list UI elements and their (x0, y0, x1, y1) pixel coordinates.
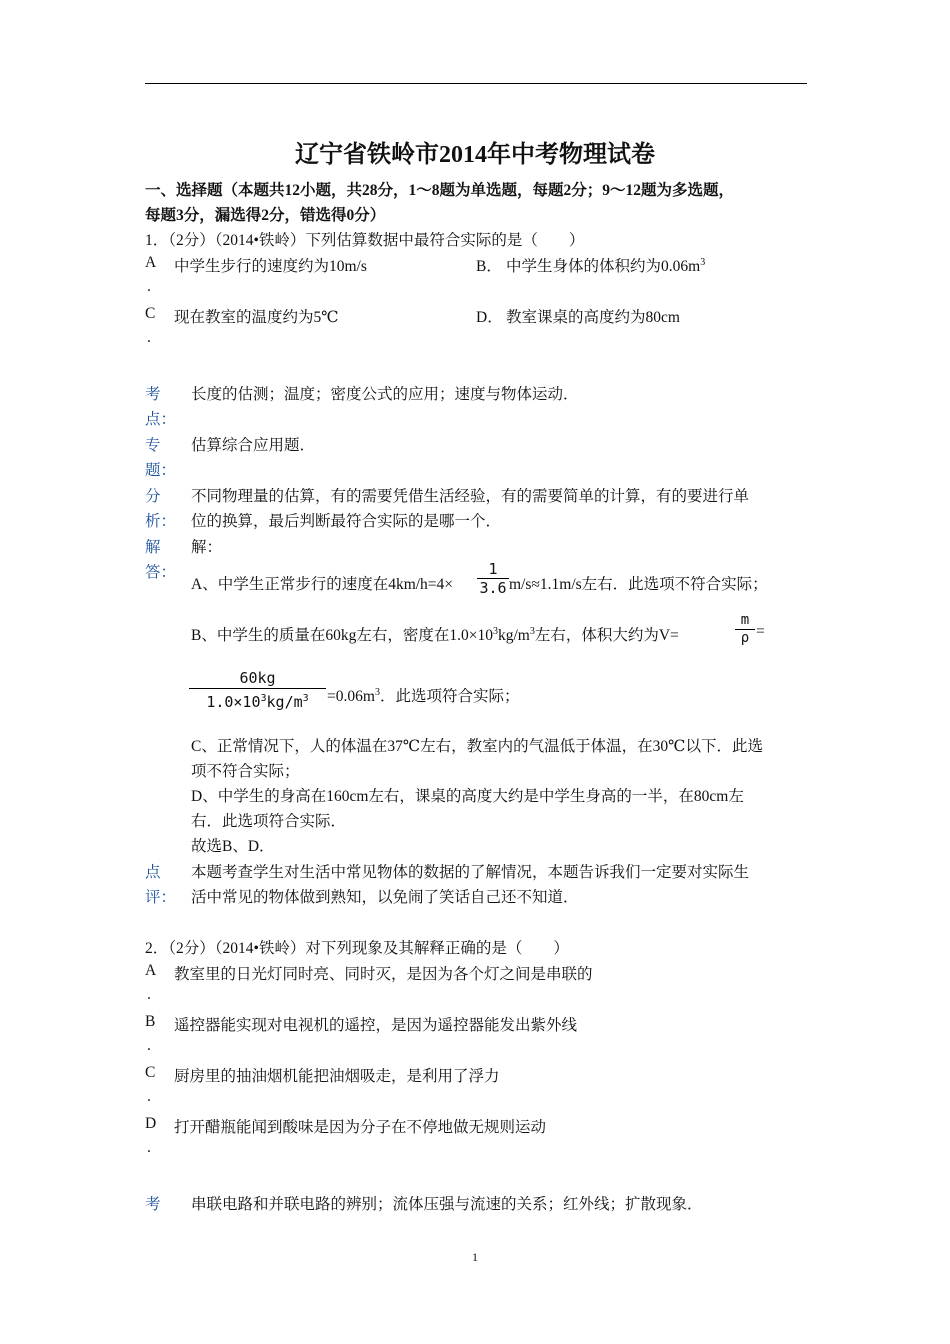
q1-option-c-dot: . (147, 329, 151, 346)
q1-jieda-a-fraction (477, 560, 509, 597)
q2-option-b-dot: . (147, 1037, 151, 1054)
q1-option-d-text: 教室课桌的高度约为80cm (506, 309, 680, 326)
q1-jieda-c-line1: C、正常情况下，人的体温在37℃左右，教室内的气温低于体温，在30℃以下．此选 (191, 738, 764, 755)
section-heading-line1: 一、选择题（本题共12小题，共28分，1～8题为单选题，每题2分；9～12题为多选题， (145, 182, 735, 199)
fraction-denominator: ρ (740, 630, 750, 646)
q1-zhuanti-label1: 专 (145, 437, 161, 454)
q1-option-a-text: 中学生步行的速度约为10m/s (174, 258, 367, 275)
q1-jieda-c-line2: 项不符合实际； (191, 763, 300, 780)
q1-fenxi-label2: 析： (145, 513, 177, 530)
q1-jieda-intro: 解： (191, 539, 223, 556)
page-title: 辽宁省铁岭市2014年中考物理试卷 (295, 142, 655, 168)
q1-jieda-volume-fraction (189, 668, 326, 712)
q2-option-a-dot: . (147, 986, 151, 1003)
q1-option-b-letter: B． (476, 258, 502, 275)
q2-option-a-text: 教室里的日光灯同时亮、同时灭，是因为各个灯之间是串联的 (174, 966, 593, 983)
q2-option-d-letter: D (145, 1115, 157, 1132)
q1-dianping-line1: 本题考查学生对生活中常见物体的数据的了解情况，本题告诉我们一定要对实际生 (191, 864, 750, 881)
q2-kaodian-label1: 考 (145, 1196, 161, 1213)
q1-option-d-letter: D． (476, 309, 503, 326)
q1-jieda-label2: 答： (145, 564, 177, 581)
q1-fenxi-line1: 不同物理量的估算，有的需要凭借生活经验，有的需要简单的计算，有的要进行单 (191, 488, 750, 505)
q1-dianping-label1: 点 (145, 864, 161, 881)
q1-jieda-b-equals: = (756, 623, 765, 640)
q1-zhuanti-text: 估算综合应用题． (191, 437, 316, 454)
q2-option-b-text: 遥控器能实现对电视机的遥控，是因为遥控器能发出紫外线 (174, 1017, 578, 1034)
q2-option-d-text: 打开醋瓶能闻到酸味是因为分子在不停地做无规则运动 (174, 1119, 547, 1136)
q1-jieda-d-line2: 右．此选项符合实际． (191, 813, 347, 830)
section-heading-line2: 每题3分，漏选得2分，错选得0分） (145, 207, 386, 224)
q1-option-c-text: 现在教室的温度约为5℃ (174, 309, 339, 326)
q1-zhuanti-label2: 题： (145, 462, 177, 479)
q2-option-c-letter: C (145, 1064, 156, 1081)
q1-jieda-conclusion: 故选B、D． (191, 838, 275, 855)
q1-jieda-d-line1: D、中学生的身高在160cm左右，课桌的高度大约是中学生身高的一半，在80cm左 (191, 788, 744, 805)
q1-fenxi-label1: 分 (145, 488, 161, 505)
fraction-denominator: 3.6 (479, 579, 507, 597)
q1-jieda-a-post: m/s≈1.1m/s左右．此选项不符合实际； (509, 576, 768, 593)
q1-kaodian-text: 长度的估测；温度；密度公式的应用；速度与物体运动． (191, 386, 579, 403)
fraction-numerator: m (740, 612, 750, 628)
q1-jieda-b-text: B、中学生的质量在60kg左右，密度在$1.0\times 10^3kg/m^3$左右，体积大约为V= (191, 625, 679, 644)
q1-jieda-b-fraction (735, 612, 755, 647)
q2-option-c-text: 厨房里的抽油烟机能把油烟吸走，是利用了浮力 (174, 1068, 500, 1085)
q2-option-a-letter: A (145, 962, 157, 979)
q2-option-c-dot: . (147, 1088, 151, 1105)
q1-jieda-a-pre: A、中学生正常步行的速度在4km/h=4× (191, 576, 454, 593)
header-rule (145, 83, 807, 84)
fraction-denominator: $1.0\times 10^3kg/m^3$ (206, 693, 309, 711)
q2-option-d-dot: . (147, 1139, 151, 1156)
q1-kaodian-label1: 考 (145, 386, 161, 403)
q1-kaodian-label2: 点： (145, 411, 177, 428)
q1-option-a-letter: A (145, 254, 157, 271)
q1-jieda-label1: 解 (145, 539, 161, 556)
q1-dianping-line2: 活中常见的物体做到熟知，以免闹了笑话自己还不知道． (191, 889, 579, 906)
q1-option-c-letter: C (145, 305, 156, 322)
q1-jieda-volume-result: $=0.06m^3$．此选项符合实际； (327, 686, 520, 705)
q1-option-b-text: 中学生身体的体积约为$0.06m^3$ (506, 256, 706, 275)
q2-option-b-letter: B (145, 1013, 156, 1030)
page-number: 1 (472, 1250, 478, 1264)
q1-option-a-dot: . (147, 278, 151, 295)
q1-dianping-label2: 评： (145, 889, 177, 906)
fraction-numerator: 60kg (239, 669, 276, 687)
q2-stem: 2．（2分）（2014•铁岭）对下列现象及其解释正确的是（ ） (145, 940, 569, 957)
q1-fenxi-line2: 位的换算，最后判断最符合实际的是哪一个． (191, 513, 502, 530)
q1-stem: 1．（2分）（2014•铁岭）下列估算数据中最符合实际的是（ ） (145, 232, 585, 249)
q2-kaodian-text: 串联电路和并联电路的辨别；流体压强与流速的关系；红外线；扩散现象． (191, 1196, 703, 1213)
fraction-numerator: 1 (488, 560, 498, 578)
